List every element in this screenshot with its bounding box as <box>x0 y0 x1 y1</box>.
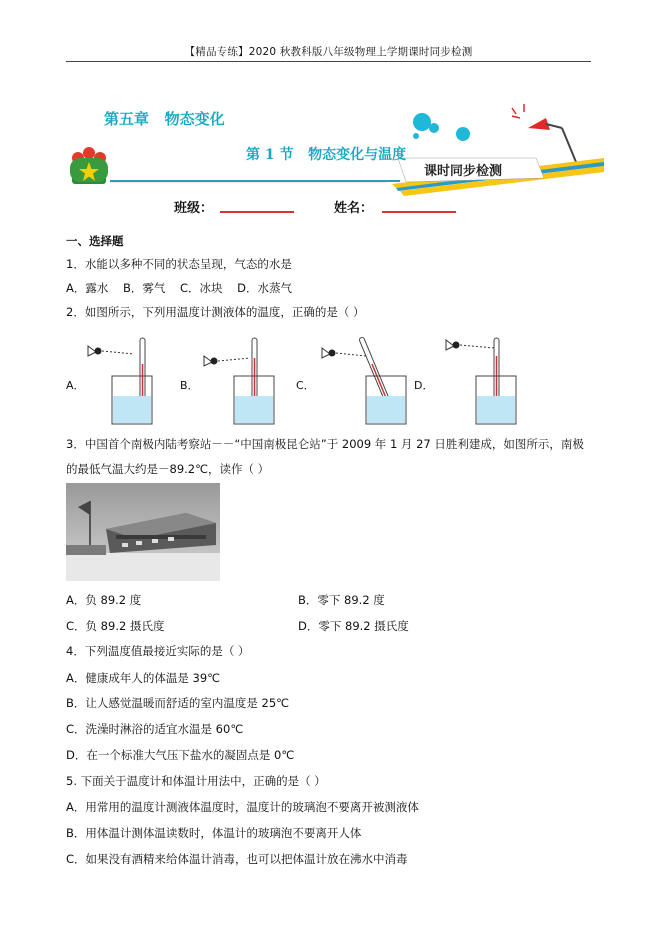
option-a[interactable]: A．露水 <box>66 281 109 295</box>
option-b[interactable]: B．雾气 <box>123 281 166 295</box>
section-heading: 一、选择题 <box>66 234 124 248</box>
option-d[interactable]: D．水蒸气 <box>237 281 293 295</box>
class-field-line <box>220 211 294 213</box>
question-4-option-c[interactable]: C．洗澡时淋浴的适宜水温是 60℃ <box>66 722 244 736</box>
bubble-icon <box>413 113 431 131</box>
question-4-stem: 4．下列温度值最接近实际的是（ ） <box>66 644 250 658</box>
figure-label-a[interactable]: A． <box>66 379 85 392</box>
question-2-stem: 2．如图所示，下列用温度计测液体的温度，正确的是（ ） <box>66 305 365 319</box>
figure-label-b[interactable]: B． <box>180 379 199 392</box>
thermometer-diagram <box>66 334 526 429</box>
chapter-banner <box>66 100 606 220</box>
figure-d-thermometer-icon <box>446 338 516 424</box>
question-1-stem: 1．水能以多种不同的状态呈现，气态的水是 <box>66 257 292 271</box>
question-5-option-b[interactable]: B．用体温计测体温读数时，体温计的玻璃泡不要离开人体 <box>66 826 362 840</box>
figure-a-thermometer-icon <box>88 338 152 424</box>
figure-label-c[interactable]: C． <box>296 379 315 392</box>
question-3-option-d[interactable]: D．零下 89.2 摄氏度 <box>298 619 409 633</box>
question-3-stem-line2: 的最低气温大约是－89.2℃，读作（ ） <box>66 462 270 476</box>
desk-lamp-icon <box>512 104 576 162</box>
question-3-option-c[interactable]: C．负 89.2 摄氏度 <box>66 619 165 633</box>
page-header: 【精品专练】2020 秋教科版八年级物理上学期课时同步检测 <box>184 46 473 58</box>
question-4-option-a[interactable]: A．健康成年人的体温是 39℃ <box>66 671 221 685</box>
question-5-option-a[interactable]: A．用常用的温度计测液体温度时，温度计的玻璃泡不要离开被测液体 <box>66 800 419 814</box>
question-4-option-b[interactable]: B．让人感觉温暖而舒适的室内温度是 25℃ <box>66 696 290 710</box>
figure-b-thermometer-icon <box>204 338 274 424</box>
question-3-option-b[interactable]: B．零下 89.2 度 <box>298 593 385 607</box>
name-label: 姓名： <box>334 201 374 216</box>
class-label: 班级： <box>174 201 214 216</box>
question-3-stem-line1: 3．中国首个南极内陆考察站－－“中国南极昆仑站”于 2009 年 1 月 27 日胜利建成，如图所示，南极 <box>66 437 584 451</box>
question-5-option-c[interactable]: C．如果没有酒精来给体温计消毒，也可以把体温计放在沸水中消毒 <box>66 852 408 866</box>
thermometer-figures <box>66 334 526 429</box>
kunlun-station-photo <box>66 483 220 581</box>
badge-label: 课时同步检测 <box>424 164 503 179</box>
header-rule <box>66 61 591 62</box>
name-field-line <box>382 211 456 213</box>
figure-c-thermometer-icon <box>322 340 406 424</box>
question-5-stem: 5. 下面关于温度计和体温计用法中，正确的是（ ） <box>66 774 326 788</box>
section-title: 第 1 节 物态变化与温度 <box>246 147 407 163</box>
option-c[interactable]: C．冰块 <box>180 281 223 295</box>
figure-label-d[interactable]: D． <box>414 379 434 392</box>
question-3-option-a[interactable]: A．负 89.2 度 <box>66 593 142 607</box>
question-1-options <box>66 276 292 300</box>
question-4-option-d[interactable]: D．在一个标准大气压下盐水的凝固点是 0℃ <box>66 748 295 762</box>
star-emblem-icon <box>70 147 108 184</box>
chapter-title: 第五章 物态变化 <box>104 110 225 128</box>
